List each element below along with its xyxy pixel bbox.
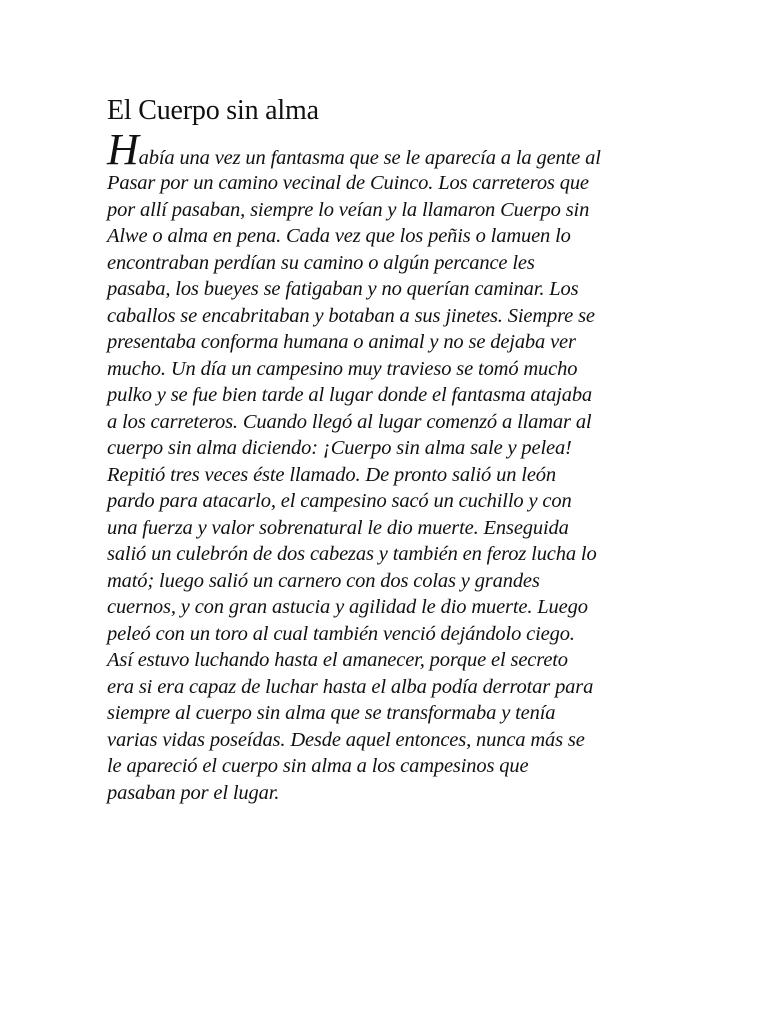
- story-body: [107, 125, 667, 806]
- story-line: presentaba conforma humana o animal y no se dejaba ver: [107, 331, 576, 353]
- story-line-1-text: abía una vez un fantasma que se le aparecía a la gente al: [138, 147, 601, 169]
- story-line: a los carreteros. Cuando llegó al lugar comenzó a llamar al: [107, 410, 592, 433]
- story-line: Repitió tres veces éste llamado. De pronto salió un león: [107, 463, 556, 486]
- story-line: salió un culebrón de dos cabezas y también en feroz lucha lo: [107, 543, 597, 565]
- story-line: cuernos, y con gran astucia y agilidad le dio muerte. Luego: [107, 596, 588, 618]
- story-line: encontraban perdían su camino o algún percance les: [107, 251, 535, 274]
- story-line: era si era capaz de luchar hasta el alba podía derrotar para: [107, 675, 594, 698]
- story-line: peleó con un toro al cual también venció dejándolo ciego.: [107, 622, 575, 645]
- story-line: por allí pasaban, siempre lo veían y la llamaron Cuerpo sin: [107, 198, 590, 221]
- story-line: mucho. Un día un campesino muy travieso se tomó mucho: [107, 357, 578, 380]
- story-line: Así estuvo luchando hasta el amanecer, porque el secreto: [107, 649, 568, 671]
- story-line-1: [107, 125, 667, 174]
- story-line: le apareció el cuerpo sin alma a los campesinos que: [107, 755, 529, 777]
- story-line: siempre al cuerpo sin alma que se transformaba y tenía: [107, 702, 556, 724]
- story-line: cuerpo sin alma diciendo: ¡Cuerpo sin alma sale y pelea!: [107, 437, 572, 459]
- document-title: El Cuerpo sin alma: [107, 95, 319, 126]
- story-line: varias vidas poseídas. Desde aquel entonces, nunca más se: [107, 728, 585, 751]
- story-line: caballos se encabritaban y botaban a sus jinetes. Siempre se: [107, 304, 595, 327]
- story-line: pasaban por el lugar.: [107, 781, 280, 804]
- document-page: [107, 94, 667, 806]
- story-line: pasaba, los bueyes se fatigaban y no querían caminar. Los: [107, 278, 579, 300]
- drop-cap: H: [107, 125, 139, 174]
- story-line: mató; luego salió un carnero con dos colas y grandes: [107, 569, 540, 592]
- story-line: Alwe o alma en pena. Cada vez que los peñis o lamuen lo: [107, 225, 571, 247]
- story-line: Pasar por un camino vecinal de Cuinco. Los carreteros que: [107, 172, 589, 194]
- story-line: pulko y se fue bien tarde al lugar donde el fantasma atajaba: [107, 384, 593, 406]
- story-line: una fuerza y valor sobrenatural le dio muerte. Enseguida: [107, 516, 569, 539]
- story-line: pardo para atacarlo, el campesino sacó un cuchillo y con: [107, 490, 572, 512]
